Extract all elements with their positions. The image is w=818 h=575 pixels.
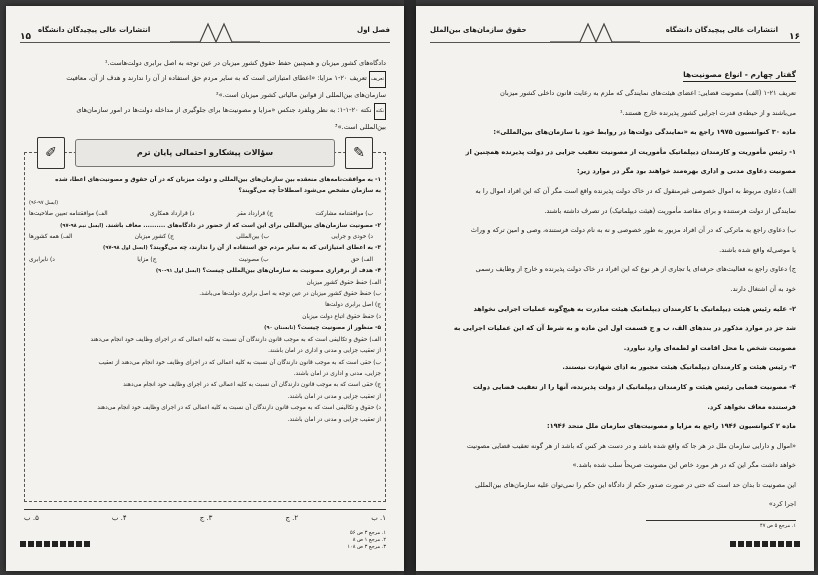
option[interactable]: الف) حق: [351, 256, 373, 263]
option[interactable]: د) حفظ حقوق اتباع دولت میزبان: [302, 313, 381, 320]
text-line: فرستنده معاف نخواهد کرد.: [707, 402, 796, 411]
header-ornament-icon: [550, 20, 640, 44]
question-stem: به سازمان مشخص می‌شود اصطلاحاً چه می‌گویند؟: [238, 188, 381, 195]
answer-key: [24, 509, 386, 522]
option[interactable]: الف) حفظ حقوق کشور میزبان: [306, 279, 381, 286]
answer: ۱. ب: [371, 514, 386, 522]
publisher-name: انتشارات عالی پیچیدگان دانشگاه: [665, 26, 778, 34]
option[interactable]: د) قرارداد همکاری: [150, 211, 195, 218]
option[interactable]: ج) کشور میزبان: [134, 234, 174, 241]
options-row: [29, 232, 381, 243]
note-tag: نکته: [374, 103, 386, 120]
text-line: ب) دعاوی راجع به ماترکی که در آن افراد مزبور به طور خصوصی و نه به نام دولت فرستنده، وصی و امین ترکه و وراث: [470, 226, 796, 235]
text-line: خود به آن اشتغال دارند.: [730, 284, 796, 293]
footnote: ۲. مرجع ۱ ص ۸: [352, 537, 386, 543]
question-stem: ۴- هدف از برقراری مصونیت به سازمان‌های بین‌المللی چیست؟ (ایسل اول ۹۱-۹۰): [155, 268, 381, 275]
option-continued: جزایی، مدنی و اداری در امان باشند.: [293, 370, 381, 377]
text-line: نکتهنکته ۲۰-۱-۱: به نظر ویلفرد جنکس «مزایا و مصونیت‌ها برای جلوگیری از مداخله دولت‌ها در امور سازمان‌های: [24, 103, 386, 120]
publisher-name: انتشارات عالی پیچیدگان دانشگاه: [38, 26, 151, 34]
option[interactable]: ب) حقی است که به موجب قانون دارندگان آن نسبت به کلیه اعمالی که در اجرای وظایف خود انجام می‌دهند از تعقیب: [98, 359, 381, 366]
options-row: [29, 209, 381, 220]
text-line: مصونیت دعاوی مدنی و اداری بهره‌مند خواهند بود مگر در موارد زیر:: [577, 167, 796, 176]
answer: ۴. ب: [111, 514, 127, 522]
article-text: [434, 84, 796, 515]
text-line: ۴- مصونیت قضایی رئیس هیئت و کارمندان دیپلماتیک از دولت پذیرنده، آنها را از تعقیب قضایی دولت: [473, 382, 796, 391]
option-continued: از تعقیب جزایی و مدنی در امان باشند.: [287, 393, 381, 400]
option[interactable]: الف) همه کشورها: [29, 234, 73, 241]
option[interactable]: الف) موافقتنامه تعیین صلاحیت‌ها: [29, 211, 108, 218]
chapter-title: فصل اول: [357, 26, 390, 34]
answer: ۵. ب: [24, 514, 39, 522]
text-line: نمایندگی از دولت فرستنده و برای مقاصد مأموریت (هیئت دیپلماتیک) در تصرف داشته باشند.: [544, 206, 796, 215]
section-title: گفتار چهارم - انواع مصونیت‌ها: [683, 70, 796, 82]
option[interactable]: ج) اصل برابری دولت‌ها: [325, 302, 381, 309]
text-line: بین‌المللی است.»³: [334, 123, 386, 131]
question-source: (ایسل ۹۷-۹۶): [29, 199, 59, 206]
question-stem: ۳- به اعطای امتیازاتی که به سایر مردم حق استفاده از آن را ندارند، چه می‌گویند؟ (ایسل اول ۹۸-۹۷): [103, 245, 381, 252]
text-line: این مصونیت تا بدان حد است که حتی در صورت صدور حکم از دادگاه این حکم را نمی‌توان علیه سازمان‌های بین‌المللی: [475, 480, 796, 489]
option[interactable]: ج) قرارداد مقر: [236, 211, 273, 218]
text-line: سازمان‌های بین‌المللی از قوانین مالیاتی کشور میزبان است.»²: [216, 91, 386, 99]
text-line: خواهد داشت مگر این که در هر مورد خاص این مصونیت صریحاً سلب شده باشد.»: [572, 461, 796, 470]
question-stem: ۲- مصونیت سازمان‌های بین‌المللی برای این است که از حضور در دادگاه‌های .......... معاف باشند. (ایسل نیم ۹۸-۹۷): [60, 222, 381, 229]
option[interactable]: ب) حفظ حقوق کشور میزبان در عین توجه به اصل برابری دولت‌ها می‌باشد.: [199, 291, 381, 298]
header-ornament-icon: [170, 20, 260, 44]
page-number: ۱۶: [789, 32, 800, 42]
question-stem: ۵- منظور از مصونیت چیست؟ (تابستان ۹۰): [264, 325, 381, 332]
option[interactable]: ج) حقی است که به موجب قانون دارندگان آن نسبت به کلیه اعمالی که در اجرای وظایف خود انجام می‌دهند: [123, 382, 381, 389]
cards-icon: ✎: [345, 137, 373, 169]
text-line: تعریف ۲۱-۱ (الف) مصونیت قضایی: اعضای هیئت‌های نمایندگی که ملزم به رعایت قانون داخلی کشور میزبان: [500, 89, 796, 97]
right-page: [416, 6, 814, 571]
text-line: ۲- علیه رئیس هیئت دیپلماتیک یا کارمندان دیپلماتیک هیئت مبادرت به هیچ‌گونه عملیات اجرایی نخواهد: [473, 304, 796, 313]
option[interactable]: ب) بین‌المللی: [236, 234, 269, 241]
book-gutter: [404, 0, 416, 575]
left-page: [6, 6, 404, 571]
chapter-title: حقوق سازمان‌های بین‌الملل: [430, 26, 527, 34]
footnote: ۱. مرجع ۳ ص ۵۶: [350, 530, 386, 536]
text-line: یا موصی‌له واقع شده باشند.: [719, 245, 796, 254]
footnote: ۱. مرجع ۵ ص ۴۷: [646, 520, 796, 530]
option-continued: از تعقیب جزایی و مدنی در امان باشند.: [287, 416, 381, 423]
footnotes: [347, 530, 386, 551]
footer-logo: [730, 541, 800, 559]
text-line: شد جز در موارد مذکور در بندهای الف، ب و ج قسمت اول این ماده و به شرط آن که این عملیات اجرایی به: [453, 324, 796, 333]
text-line: می‌باشند و از حیطه‌ی قدرت اجرایی کشور پذیرنده خارج هستند.¹: [619, 108, 796, 117]
option[interactable]: ج) مزایا: [137, 256, 157, 263]
answer: ۳. ج: [199, 514, 213, 522]
option[interactable]: ب) مصونیت: [238, 256, 269, 263]
text-line: مصونیت شخص یا محل اقامت او لطمه‌ای وارد نیاورد.: [623, 343, 796, 352]
text-line: تعریفتعریف ۲۰-۱ مزایا: «اعطای امتیازاتی است که به سایر مردم حق استفاده از آن را ندارند و هدف از آن، معافیت: [24, 71, 386, 88]
text-line: ماده ۳۰ کنوانسیون ۱۹۷۵ راجع به «نمایندگی دولت‌ها در روابط خود با سازمان‌های بین‌المللی»:: [493, 128, 796, 137]
definition-tag: تعریف: [369, 71, 386, 88]
right-page-header: [430, 18, 800, 48]
text-line: الف) دعاوی مربوط به اموال خصوصی غیرمنقول که در خاک دولت پذیرنده واقع است مگر آن که این افراد اموال را به: [475, 186, 796, 195]
answer: ۲. ج: [285, 514, 299, 522]
option[interactable]: ب) موافقتنامه مشارکت: [315, 211, 373, 218]
options-row: [29, 255, 381, 266]
option[interactable]: د) حقوق و تکالیفی است که به موجب قانون دارندگان آن نسبت به کلیه اعمالی که در اجرای وظایف خود انجام می‌دهند: [97, 405, 381, 412]
text-line: ماده ۲ کنوانسیون ۱۹۴۶ راجع به مزایا و مصونیت‌های سازمان ملل متحد ۱۹۴۶:: [546, 422, 796, 431]
page-number: ۱۵: [20, 32, 31, 42]
option[interactable]: الف) حقوق و تکالیفی است که به موجب قانون دارندگان آن نسبت به کلیه اعمالی که در اجرای وظایف خود انجام می‌دهند: [90, 336, 381, 343]
text-line: دادگاه‌های کشور میزبان و همچنین حفظ حقوق کشور میزبان در عین توجه به اصل برابری دولت‌هاست.¹: [104, 59, 386, 67]
text-line: ۳- رئیس هیئت و کارمندان دیپلماتیک هیئت مجبور به ادای شهادت نیستند.: [562, 363, 796, 372]
footnote: ۳. مرجع ۳ ص ۱۰۸: [347, 544, 386, 550]
questions-title: سؤالات پیشکارو احتمالی پایان ترم: [75, 139, 335, 167]
text-line: ج) دعاوی راجع به فعالیت‌های حرفه‌ای یا تجاری از هر نوع که این افراد در خاک دولت پذیرنده و خارج از وظایف رسمی: [475, 265, 796, 274]
option[interactable]: د) خودی و جرایی: [331, 234, 373, 241]
footer-logo: [20, 541, 90, 559]
text-line: ۱- رئیس مأموریت و کارمندان دیپلماتیک مأموریت از مصونیت تعقیب جزایی در دولت پذیرنده همچنین از: [465, 147, 796, 156]
questions-box: [24, 145, 386, 502]
text-line: اجرا کرد»: [768, 500, 796, 509]
question-stem: ۱- به موافقت‌نامه‌های منعقده بین سازمان‌های بین‌المللی و دولت میزبان که در آن حقوق و مصونیت‌های اعطا، شده: [55, 177, 381, 183]
left-page-header: [20, 18, 390, 48]
option-continued: از تعقیب جزایی و مدنی و اداری در امان باشند.: [268, 348, 381, 355]
questions-list: [29, 175, 381, 426]
pencil-icon: ✐: [37, 137, 65, 169]
text-line: «اموال و دارایی سازمان ملل در هر جا که واقع شده باشد و در دست هر کس که باشد از هر گونه تعقیب قضایی مصونیت: [466, 441, 796, 450]
option[interactable]: د) نابرابری: [29, 256, 55, 263]
intro-text: [24, 56, 386, 135]
